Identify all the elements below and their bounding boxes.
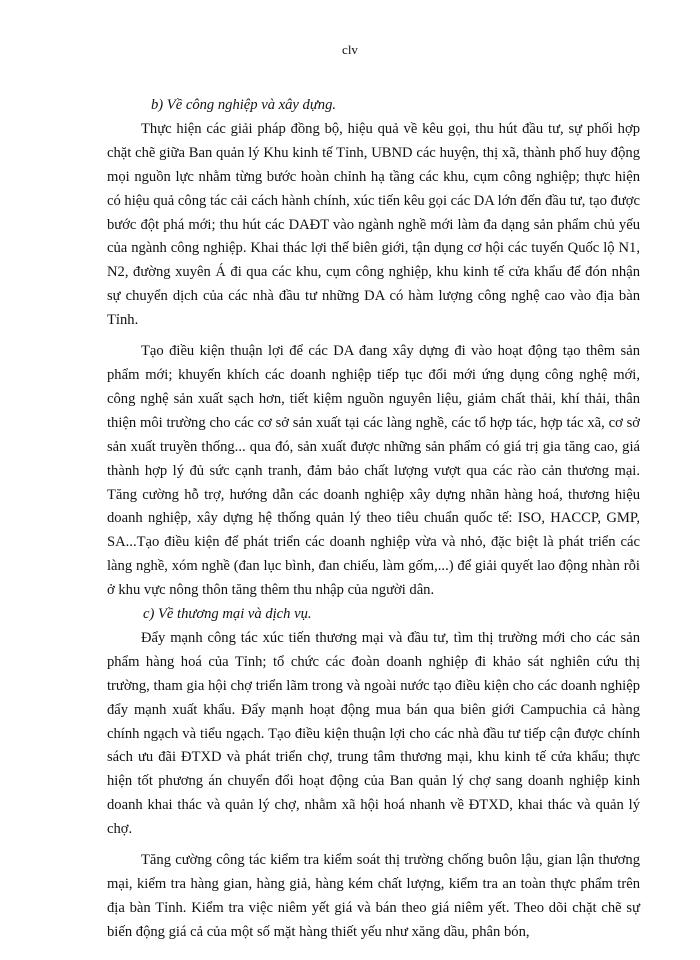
document-body [107, 94, 640, 945]
section-c-paragraph-2: Tăng cường công tác kiểm tra kiểm soát thị trường chống buôn lậu, gian lận thương mại, kiểm tra hàng gian, hàng giả, hàng kém chất lượng, kiểm tra an toàn thực phẩm trên địa bàn Tỉnh. Kiểm tra việc niêm yết giá và bán theo giá niêm yết. Theo dõi chặt chẽ sự biến động giá cả của một số mặt hàng thiết yếu như xăng dầu, phân bón, [107, 852, 640, 940]
section-b-paragraph-2: Tạo điều kiện thuận lợi để các DA đang xây dựng đi vào hoạt động tạo thêm sản phẩm mới; khuyến khích các doanh nghiệp tiếp tục đổi mới ứng dụng công nghệ mới, công nghệ sản xuất sạch hơn, tiết kiệm nguồn nguyên liệu, giảm chất thải, khí thải, thân thiện môi trường cho các cơ sở sản xuất tại các làng nghề, các tổ hợp tác, hợp tác xã, cơ sở sản xuất truyền thống... qua đó, sản xuất được những sản phẩm có giá trị gia tăng cao, giá thành hợp lý đủ sức cạnh tranh, đảm bảo chất lượng vượt qua các rào cản thương mại. Tăng cường hỗ trợ, hướng dẫn các doanh nghiệp xây dựng nhãn hàng hoá, thương hiệu doanh nghiệp, xây dựng hệ thống quản lý theo tiêu chuẩn quốc tế: ISO, HACCP, GMP, SA...Tạo điều kiện để phát triển các doanh nghiệp vừa và nhỏ, đặc biệt là phát triển các làng nghề, xóm nghề (đan lục bình, đan chiếu, làm gốm,...) để giải quyết lao động nhàn rỗi ở khu vực nông thôn tăng thêm thu nhập của người dân. [107, 343, 640, 599]
section-b-paragraph-1: Thực hiện các giải pháp đồng bộ, hiệu quả về kêu gọi, thu hút đầu tư, sự phối hợp chặt chẽ giữa Ban quản lý Khu kinh tế Tỉnh, UBND các huyện, thị xã, thành phố huy động mọi nguồn lực nhằm từng bước hoàn chỉnh hạ tầng các khu, cụm công nghiệp; thực hiện có hiệu quả công tác cải cách hành chính, xúc tiến kêu gọi các DA lớn đến đầu tư, tạo được bước đột phá mới; thu hút các DAĐT vào ngành nghề mới làm đa dạng sản phẩm chủ yếu của ngành công nghiệp. Khai thác lợi thế biên giới, tận dụng cơ hội các tuyến Quốc lộ N1, N2, đường xuyên Á đi qua các khu, cụm công nghiệp, khu kinh tế cửa khẩu để đón nhận sự chuyển dịch của các nhà đầu tư những DA có hàm lượng công nghệ cao vào địa bàn Tỉnh. [107, 120, 640, 329]
section-c-heading: c) Về thương mại và dịch vụ. [143, 606, 312, 623]
page-number: clv [342, 42, 358, 57]
section-c-paragraph-1: Đẩy mạnh công tác xúc tiến thương mại và đầu tư, tìm thị trường mới cho các sản phẩm hàng hoá của Tỉnh; tổ chức các đoàn doanh nghiệp đi khảo sát nghiên cứu thị trường, tham gia hội chợ triển lãm trong và ngoài nước tạo điều kiện cho các doanh nghiệp đẩy mạnh xuất khẩu. Đẩy mạnh hoạt động mua bán qua biên giới Campuchia cả hàng chính ngạch và tiểu ngạch. Tạo điều kiện thuận lợi cho các nhà đầu tư tiếp cận được chính sách ưu đãi ĐTXD và phát triển chợ, trung tâm thương mại, khu kinh tế cửa khẩu; thực hiện tốt phương án chuyển đổi hoạt động của Ban quản lý chợ sang doanh nghiệp kinh doanh khai thác và quản lý chợ, nhằm xã hội hoá nhanh về ĐTXD, khai thác và quản lý chợ. [107, 629, 640, 838]
section-b-heading: b) Về công nghiệp và xây dựng. [151, 97, 337, 113]
